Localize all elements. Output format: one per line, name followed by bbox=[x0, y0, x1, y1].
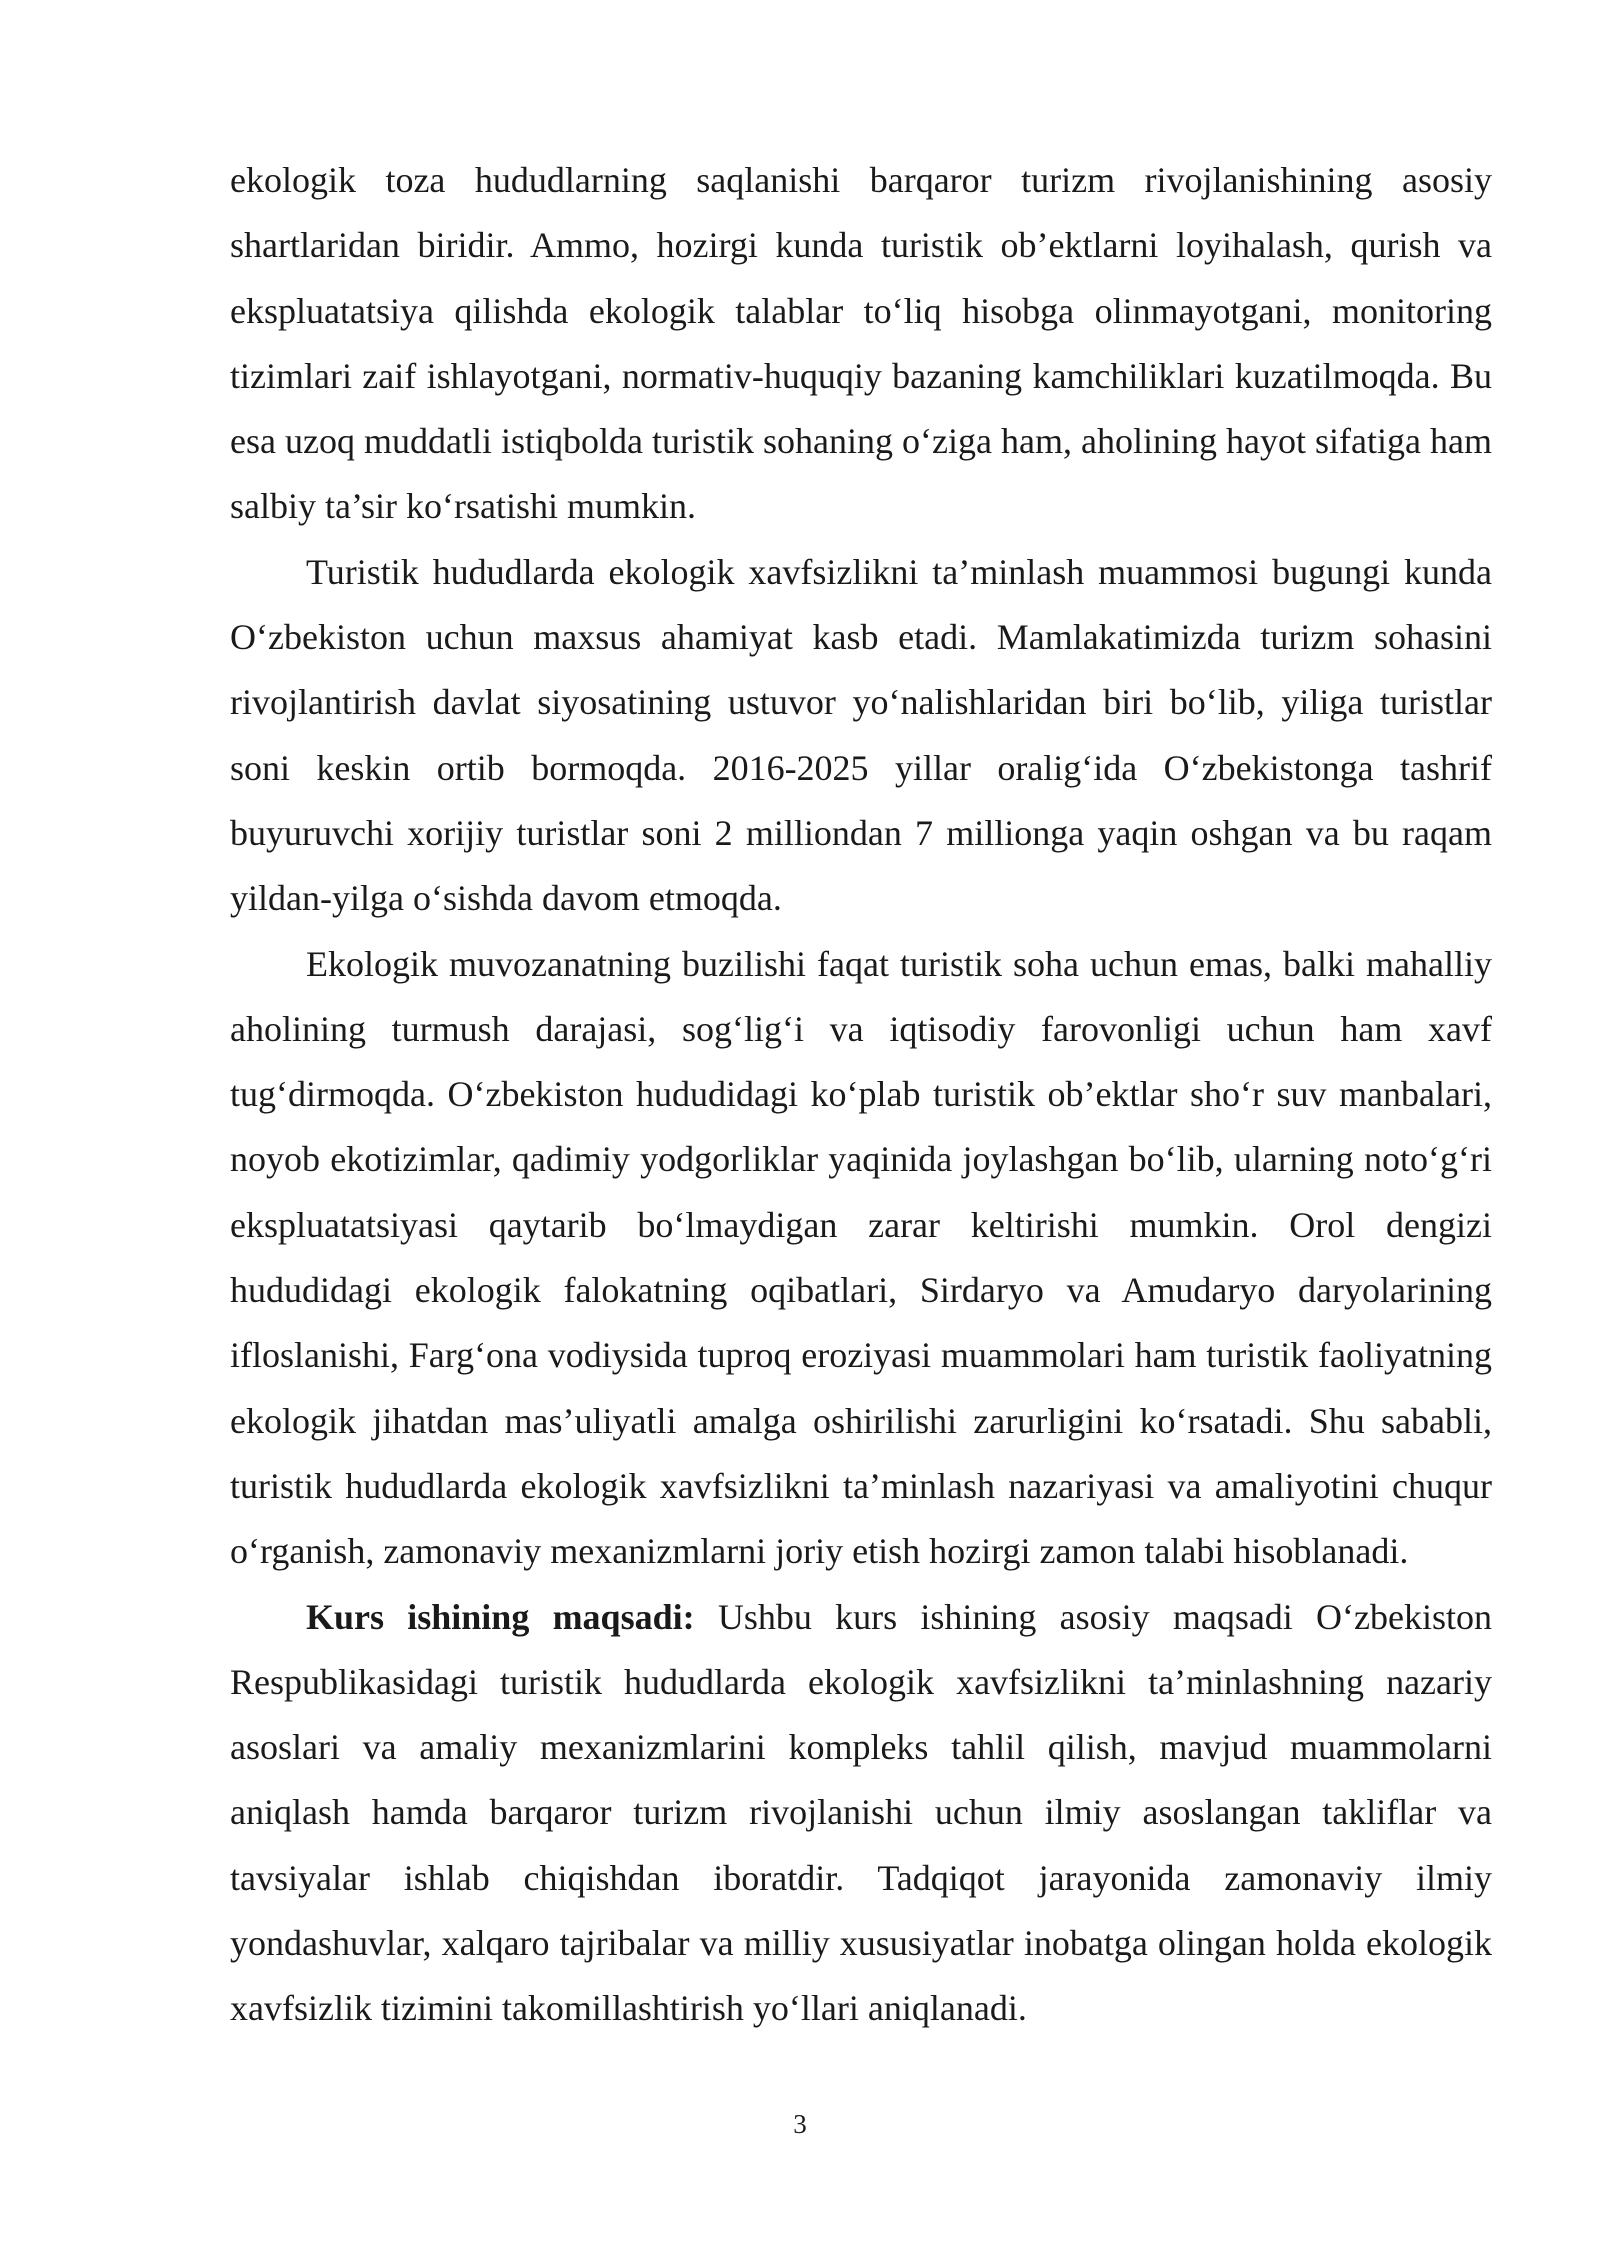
paragraph-text: ekologik toza hududlarning saqlanishi barqaror turizm rivojlanishining asosiy shartlaridan biridir. Ammo, hozirgi kunda turistik ob’ektlarni loyihalash, qurish va ekspluatatsiya qilishda ekologik talablar to‘liq hisobga olinmayotgani, monitoring tizimlari zaif ishlayotgani, normativ-huquqiy bazaning kamchiliklari kuzatilmoqda. Bu esa uzoq muddatli istiqbolda turistik sohaning o‘ziga ham, aholining hayot sifatiga ham salbiy ta’sir ko‘rsatishi mumkin. bbox=[230, 160, 1492, 527]
paragraph-continuation bbox=[230, 148, 1492, 540]
paragraph-ecological-balance bbox=[230, 932, 1492, 1585]
paragraph-text: Ushbu kurs ishining asosiy maqsadi O‘zbekiston Respublikasidagi turistik hududlarda ekologik xavfsizlikni ta’minlashning nazariy asoslari va amaliy mexanizmlarini kompleks tahlil qilish, mavjud muammolarni aniqlash hamda barqaror turizm rivojlanishi uchun ilmiy asoslangan takliflar va tavsiyalar ishlab chiqishdan iboratdir. Tadqiqot jarayonida zamonaviy ilmiy yondashuvlar, xalqaro tajribalar va milliy xususiyatlar inobatga olingan holda ekologik xavfsizlik tizimini takomillashtirish yo‘llari aniqlanadi. bbox=[230, 1596, 1492, 2029]
page-number: 3 bbox=[793, 2109, 807, 2139]
paragraph-uzbekistan-relevance bbox=[230, 540, 1492, 932]
body-text bbox=[230, 148, 1492, 2042]
paragraph-text: Turistik hududlarda ekologik xavfsizlikni ta’minlash muammosi bugungi kunda O‘zbekiston uchun maxsus ahamiyat kasb etadi. Mamlakatimizda turizm sohasini rivojlantirish davlat siyosatining ustuvor yo‘nalishlaridan biri bo‘lib, yiliga turistlar soni keskin ortib bormoqda. 2016-2025 yillar oralig‘ida O‘zbekistonga tashrif buyuruvchi xorijiy turistlar soni 2 milliondan 7 millionga yaqin oshgan va bu raqam yildan-yilga o‘sishda davom etmoqda. bbox=[230, 551, 1492, 919]
paragraph-lead-heading: Kurs ishining maqsadi: bbox=[306, 1596, 695, 1637]
paragraph-course-goal bbox=[230, 1585, 1492, 2042]
paragraph-text: Ekologik muvozanatning buzilishi faqat turistik soha uchun emas, balki mahalliy aholining turmush darajasi, sog‘lig‘i va iqtisodiy farovonligi uchun ham xavf tug‘dirmoqda. O‘zbekiston hududidagi ko‘plab turistik ob’ektlar sho‘r suv manbalari, noyob ekotizimlar, qadimiy yodgorliklar yaqinida joylashgan bo‘lib, ularning noto‘g‘ri ekspluatatsiyasi qaytarib bo‘lmaydigan zarar keltirishi mumkin. Orol dengizi hududidagi ekologik falokatning oqibatlari, Sirdaryo va Amudaryo daryolarining ifloslanishi, Farg‘ona vodiysida tuproq eroziyasi muammolari ham turistik faoliyatning ekologik jihatdan mas’uliyatli amalga oshirilishi zarurligini ko‘rsatadi. Shu sababli, turistik hududlarda ekologik xavfsizlikni ta’minlash nazariyasi va amaliyotini chuqur o‘rganish, zamonaviy mexanizmlarni joriy etish hozirgi zamon talabi hisoblanadi. bbox=[230, 943, 1492, 1572]
